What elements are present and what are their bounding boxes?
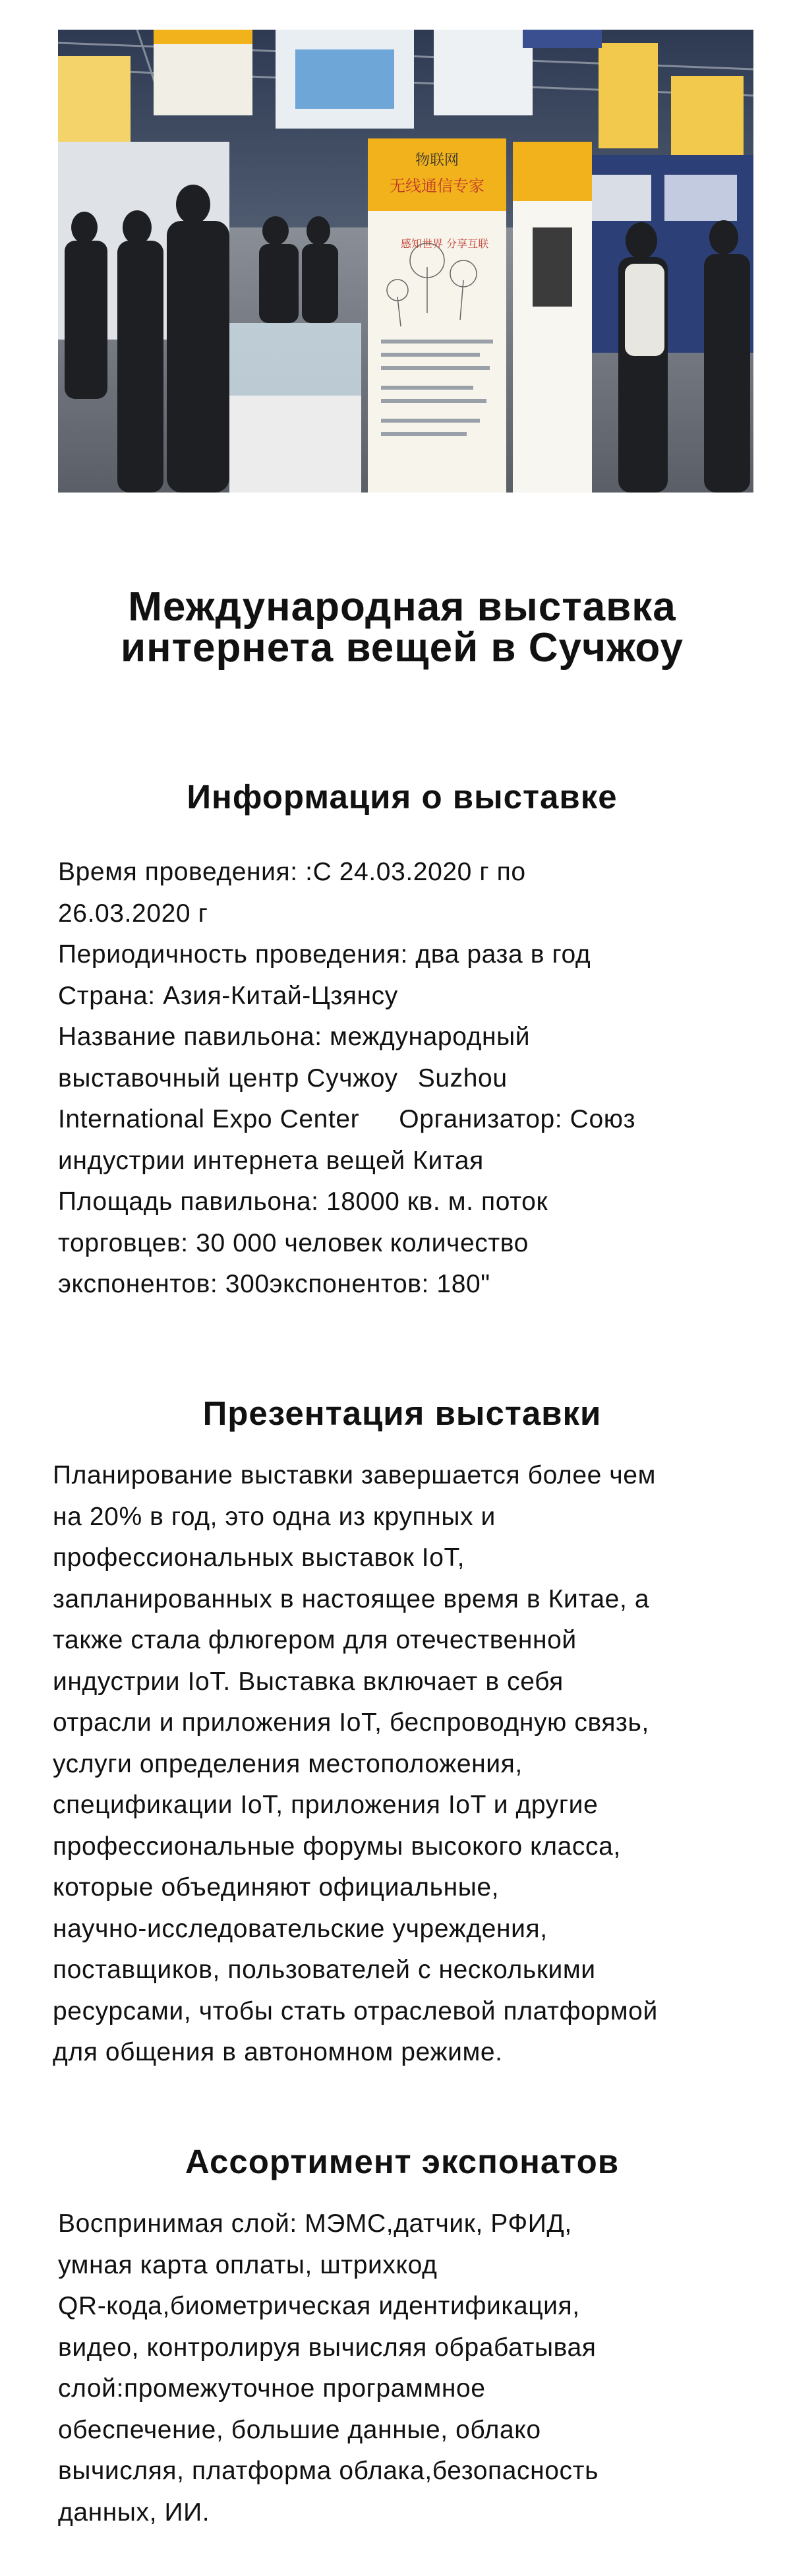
info-country: Страна: Азия-Китай-Цзянсу xyxy=(58,981,398,1010)
info-pavilion-line-2 xyxy=(58,1058,757,1100)
info-date-line-1: Время проведения: :С 24.03.2020 г по xyxy=(58,858,526,886)
info-date-line-2: 26.03.2020 г xyxy=(58,899,208,928)
presentation-text-line: запланированных в настоящее время в Китае, а xyxy=(53,1584,650,1613)
exhibition-photo-illustration xyxy=(58,30,753,493)
presentation-text-line: поставщиков, пользователей с несколькими xyxy=(53,1956,596,1984)
assortment-heading: Ассортимент экспонатов xyxy=(185,2143,620,2181)
assortment-text-line: QR-кода,биометрическая идентификация, xyxy=(58,2292,580,2320)
info-pavilion-name-en-1: Suzhou xyxy=(417,1063,508,1093)
assortment-block xyxy=(58,2203,757,2533)
presentation-text-line: Планирование выставки завершается более чем xyxy=(53,1461,657,1489)
presentation-text-line: профессиональные форумы высокого класса, xyxy=(53,1832,621,1861)
assortment-text-line: умная карта оплаты, штрихкод xyxy=(58,2250,438,2279)
presentation-block xyxy=(53,1455,758,2074)
banner-slogan-text: 无线通信专家 xyxy=(390,177,484,195)
page-title xyxy=(40,584,765,671)
presentation-heading: Презентация выставки xyxy=(202,1394,602,1433)
info-pavilion-line-1: Название павильона: международный xyxy=(58,1023,531,1051)
presentation-text-line: отрасли и приложения IoT, беспроводную связь, xyxy=(53,1708,649,1737)
info-organizer-label: Организатор: Союз xyxy=(399,1105,636,1133)
assortment-text-line: обеспечение, большие данные, облако xyxy=(58,2415,541,2444)
banner-tagline-text: 感知世界 分享互联 xyxy=(401,237,489,250)
presentation-text-line: ресурсами, чтобы стать отраслевой платформой xyxy=(53,1996,658,2025)
assortment-text-line: видео, контролируя вычисляя обрабатывая xyxy=(58,2333,597,2362)
presentation-text-line: научно-исследовательские учреждения, xyxy=(53,1914,548,1943)
info-area-line-3: экспонентов: 300экспонентов: 180" xyxy=(58,1270,490,1298)
presentation-text-line: спецификации IoT, приложения IoT и другие xyxy=(53,1791,599,1819)
presentation-text-line: которые объединяют официальные, xyxy=(53,1873,500,1902)
info-area-line-1: Площадь павильона: 18000 кв. м. поток xyxy=(58,1187,548,1216)
presentation-text-line: для общения в автономном режиме. xyxy=(53,2038,503,2066)
info-heading: Информация о выставке xyxy=(187,778,618,816)
info-pavilion-name-ru: выставочный центр Сучжоу xyxy=(58,1063,398,1093)
assortment-text-line: слой:промежуточное программное xyxy=(58,2374,486,2403)
presentation-text-line: услуги определения местоположения, xyxy=(53,1749,523,1778)
page-title-line-1: Международная выставка xyxy=(128,584,676,630)
banner-brand-text: 物联网 xyxy=(415,152,459,169)
page-title-line-2: интернета вещей в Сучжоу xyxy=(121,624,684,671)
assortment-text-line: данных, ИИ. xyxy=(58,2498,210,2527)
presentation-text-line: профессиональных выставок IoT, xyxy=(53,1543,465,1572)
info-pavilion-line-3 xyxy=(58,1099,757,1141)
presentation-text-line: также стала флюгером для отечественной xyxy=(53,1626,577,1654)
info-organizer-line-2: индустрии интернета вещей Китая xyxy=(58,1146,484,1175)
exhibition-photo xyxy=(58,30,753,493)
info-pavilion-name-en-2: International Expo Center xyxy=(58,1105,360,1133)
info-periodicity: Периодичность проведения: два раза в год xyxy=(58,940,591,969)
assortment-text-line: вычисляя, платформа облака,безопасность xyxy=(58,2457,599,2485)
info-area-line-2: торговцев: 30 000 человек количество xyxy=(58,1228,529,1257)
presentation-text-line: на 20% в год, это одна из крупных и xyxy=(53,1502,496,1531)
presentation-text-line: индустрии IoT. Выставка включает в себя xyxy=(53,1667,564,1696)
info-block xyxy=(58,852,757,1305)
assortment-text-line: Воспринимая слой: МЭМС,датчик, РФИД, xyxy=(58,2209,572,2238)
